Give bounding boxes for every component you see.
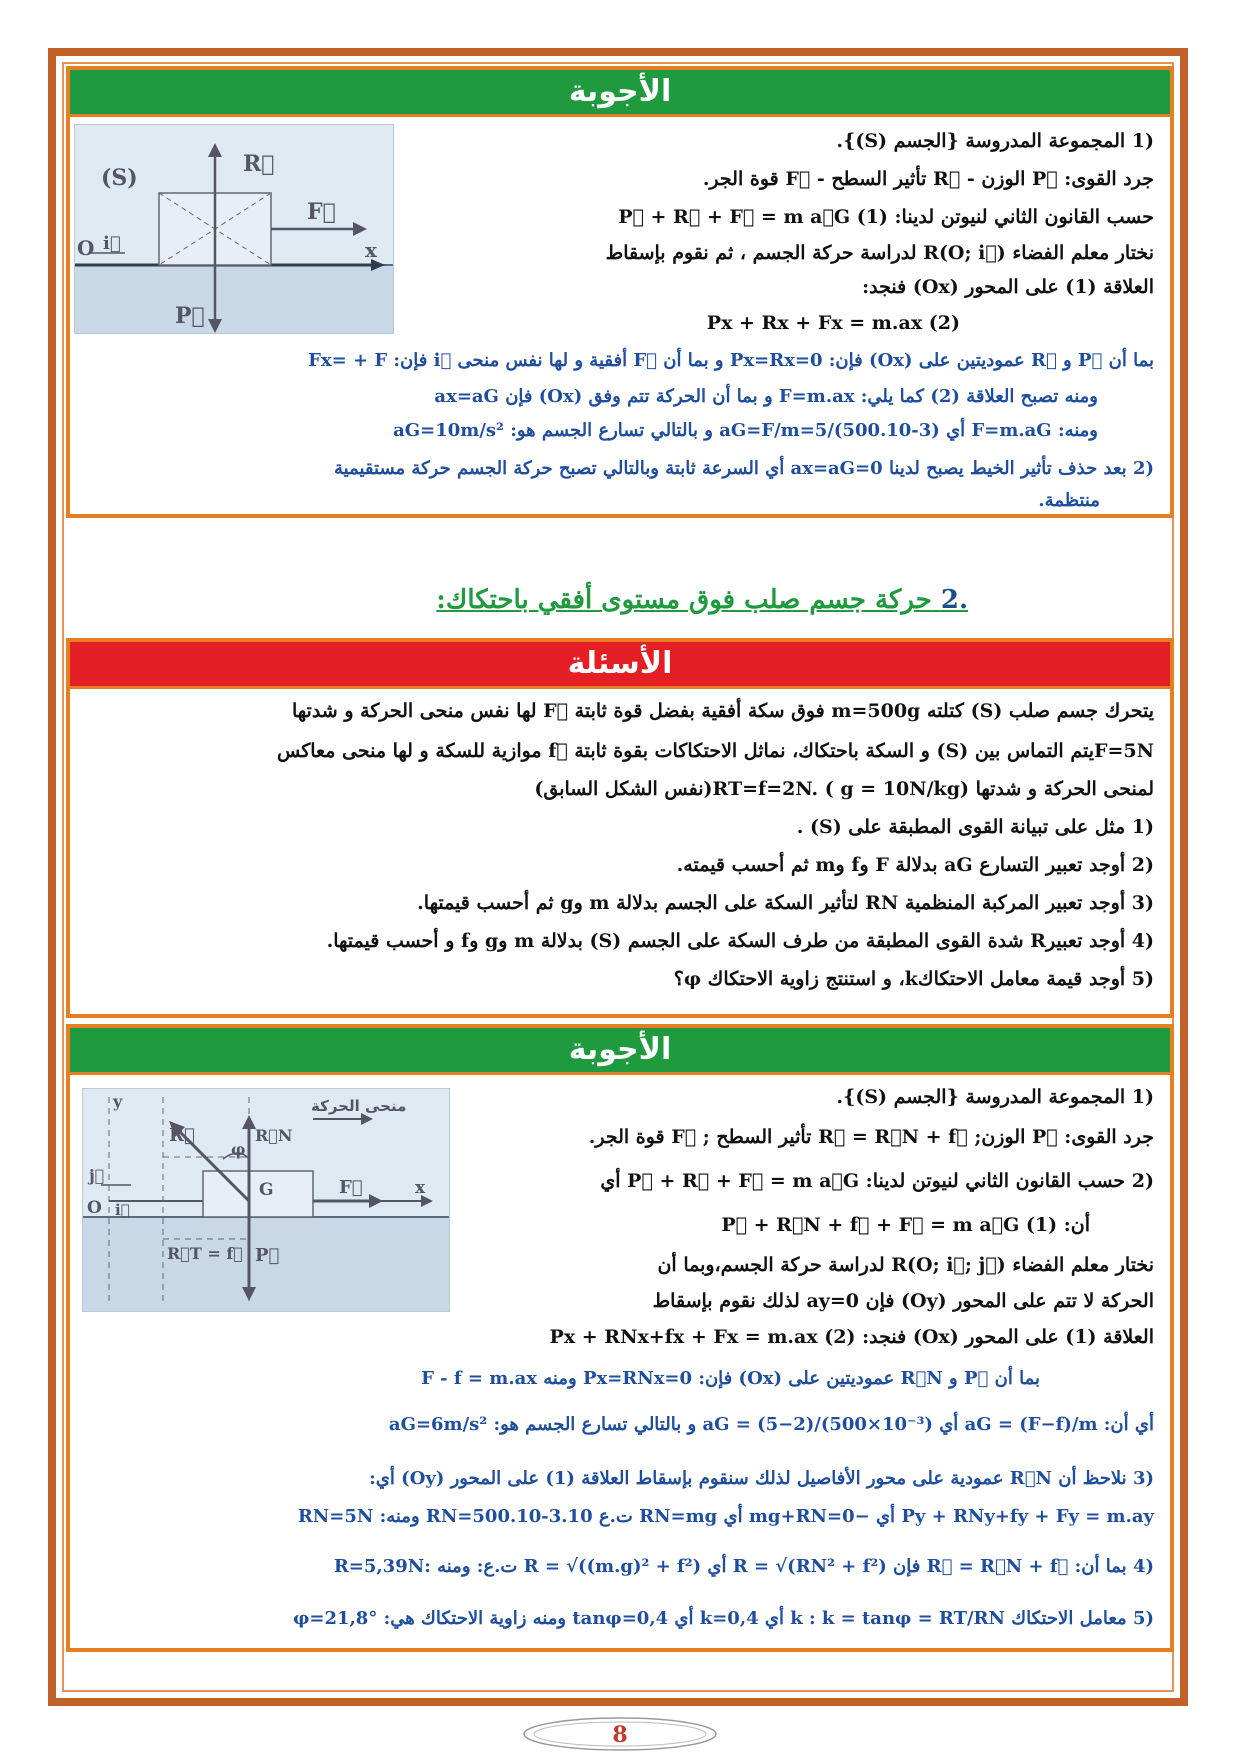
fig2-label-RT: R⃗T = f⃗ (167, 1244, 243, 1263)
answers-heading-2: الأجوبة (70, 1028, 1170, 1075)
subtitle-text: حركة جسم صلب فوق مستوى أفقي باحتكاك: (436, 585, 932, 615)
s3-line-7: بما أن P⃗ و R⃗N عموديتين على (Ox) فإن: Px=RNx=0 ومنه F - f = m.ax (421, 1368, 1040, 1389)
s2-line-1: F=5Nيتم التماس بين (S) و السكة باحتكاك، نماثل الاحتكاكات بقوة ثابتة f⃗ موازية للسكة و لها منحى معاكس (276, 740, 1154, 762)
s3-line-10: Py + RNy+fy + Fy = m.ay أي −mg+RN=0 أي RN=mg ت.ع RN=500.10-3.10 ومنه: RN=5N (297, 1506, 1154, 1527)
s2-line-0: يتحرك جسم صلب (S) كتلته m=500g فوق سكة أفقية بفضل قوة ثابتة F⃗ لها نفس منحى الحركة و شدتها (292, 700, 1154, 722)
s3-line-4: نختار معلم الفضاء R(O; i⃗; j⃗) لدراسة حركة الجسم،وبما أن (657, 1254, 1154, 1276)
s3-line-8: أي أن: aG = (F−f)/m أي aG = (5−2)/(500×10⁻³) و بالتالي تسارع الجسم هو: aG=6m/s² (388, 1414, 1154, 1435)
answers-box-1 (66, 66, 1174, 518)
fig2-label-i: i⃗ (115, 1201, 130, 1219)
answers-box-2 (66, 1024, 1174, 1652)
fig2-label-x: x (415, 1178, 426, 1198)
label-i: i⃗ (103, 233, 121, 254)
page-number: 8 (612, 1722, 628, 1748)
s3-line-5: الحركة لا تتم على المحور (Oy) فإن ay=0 لذلك نقوم بإسقاط (652, 1290, 1154, 1312)
fig2-label-O: O (87, 1198, 102, 1218)
subtitle-number: .2 (940, 585, 968, 615)
s2-line-6: (4 أوجد تعبيرR شدة القوى المطبقة من طرف السكة على الجسم (S) بدلالة m وg وf و أحسب قيمتها. (326, 930, 1154, 952)
questions-heading: الأسئلة (70, 642, 1170, 689)
section-subtitle (436, 585, 968, 615)
label-P: P⃗ (175, 303, 205, 329)
s1-line-0: (1 المجموعة المدروسة {الجسم (S)}. (836, 130, 1154, 152)
fig2-label-direction: منحى الحركة (311, 1097, 407, 1115)
fig2-label-phi: φ (231, 1140, 246, 1159)
fig2-label-j: j⃗ (89, 1166, 105, 1185)
forces-diagram-1 (74, 124, 394, 334)
answers-heading-1: الأجوبة (70, 70, 1170, 117)
label-R: R⃗ (243, 151, 275, 177)
fig2-label-R: R⃗ (169, 1125, 195, 1146)
fig2-label-RN: R⃗N (255, 1126, 293, 1145)
fig2-label-P: P⃗ (255, 1245, 280, 1266)
s3-line-1: جرد القوى: P⃗ الوزن; R⃗ = R⃗N + f⃗ تأثير السطح ; F⃗ قوة الجر. (588, 1126, 1154, 1148)
s1-line-6: بما أن P⃗ و R⃗ عموديتين على (Ox) فإن: Px=Rx=0 و بما أن F⃗ أفقية و لها نفس منحى i⃗ فإن: Fx= + F (308, 350, 1154, 371)
questions-box (66, 638, 1174, 1018)
s1-line-8: ومنه: F=m.aG أي aG=F/m=5/(500.10-3) و بالتالي تسارع الجسم هو: aG=10m/s² (393, 420, 1098, 441)
s3-line-12: (5 معامل الاحتكاك k : k = tanφ = RT/RN أي k=0,4 أي tanφ=0,4 ومنه زاوية الاحتكاك هي: φ=21,8° (293, 1608, 1154, 1629)
s1-line-5: (2) Px + Rx + Fx = m.ax (706, 312, 960, 334)
s3-line-3: أن: P⃗ + R⃗N + f⃗ + F⃗ = m a⃗G (1) (721, 1214, 1090, 1236)
label-S: (S) (101, 165, 138, 191)
label-F: F⃗ (307, 199, 336, 225)
fig2-label-G: G (259, 1180, 274, 1200)
forces-diagram-2 (82, 1088, 450, 1312)
s3-line-11: (4 بما أن: R⃗ = R⃗N + f⃗ فإن R = √(RN² + f²) أي R = √((m.g)² + f²) ت.ع: ومنه :R=5,39N (333, 1556, 1154, 1577)
s2-line-5: (3 أوجد تعبير المركبة المنظمية RN لتأثير السكة على الجسم بدلالة m وg ثم أحسب قيمتها. (417, 892, 1154, 914)
label-O: O (77, 236, 95, 260)
s1-line-1: جرد القوى: P⃗ الوزن - R⃗ تأثير السطح - F⃗ قوة الجر. (702, 168, 1154, 190)
s3-line-9: (3 نلاحظ أن R⃗N عمودية على محور الأفاصيل لذلك سنقوم بإسقاط العلاقة (1) على المحور (Oy) أي: (369, 1468, 1154, 1489)
s1-line-9: (2 بعد حذف تأثير الخيط يصبح لدينا ax=aG=0 أي السرعة ثابتة وبالتالي تصبح حركة الجسم حركة مستقيمية (334, 458, 1154, 479)
s1-line-3: نختار معلم الفضاء R(O; i⃗) لدراسة حركة الجسم ، ثم نقوم بإسقاط (605, 242, 1154, 264)
s1-line-7: ومنه تصبح العلاقة (2) كما يلي: F=m.ax و بما أن الحركة تتم وفق (Ox) فإن ax=aG (434, 386, 1098, 407)
s3-line-6: العلاقة (1) على المحور (Ox) فنجد: Px + RNx+fx + Fx = m.ax (2) (549, 1326, 1154, 1348)
s3-line-2: (2 حسب القانون الثاني لنيوتن لدينا: P⃗ + R⃗ + F⃗ = m a⃗G أي (600, 1170, 1154, 1192)
page-number-badge (520, 1716, 720, 1752)
s3-line-0: (1 المجموعة المدروسة {الجسم (S)}. (836, 1086, 1154, 1108)
s2-line-4: (2 أوجد تعبير التسارع aG بدلالة F وf وm ثم أحسب قيمته. (676, 854, 1154, 876)
s2-line-2: لمنحى الحركة و شدتها RT=f=2N. ( g = 10N/kg)(نفس الشكل السابق) (534, 778, 1154, 800)
label-x: x (365, 238, 377, 262)
fig2-label-F: F⃗ (339, 1177, 363, 1198)
s2-line-7: (5 أوجد قيمة معامل الاحتكاكk، و استنتج زاوية الاحتكاك φ؟ (673, 968, 1154, 990)
s1-line-10: منتظمة. (1038, 490, 1100, 511)
fig2-label-y: y (113, 1092, 123, 1111)
s2-line-3: (1 مثل على تبيانة القوى المطبقة على (S) . (796, 816, 1154, 838)
s1-line-4: العلاقة (1) على المحور (Ox) فنجد: (862, 276, 1154, 298)
s1-line-2: حسب القانون الثاني لنيوتن لدينا: P⃗ + R⃗ + F⃗ = m a⃗G (1) (618, 206, 1154, 228)
